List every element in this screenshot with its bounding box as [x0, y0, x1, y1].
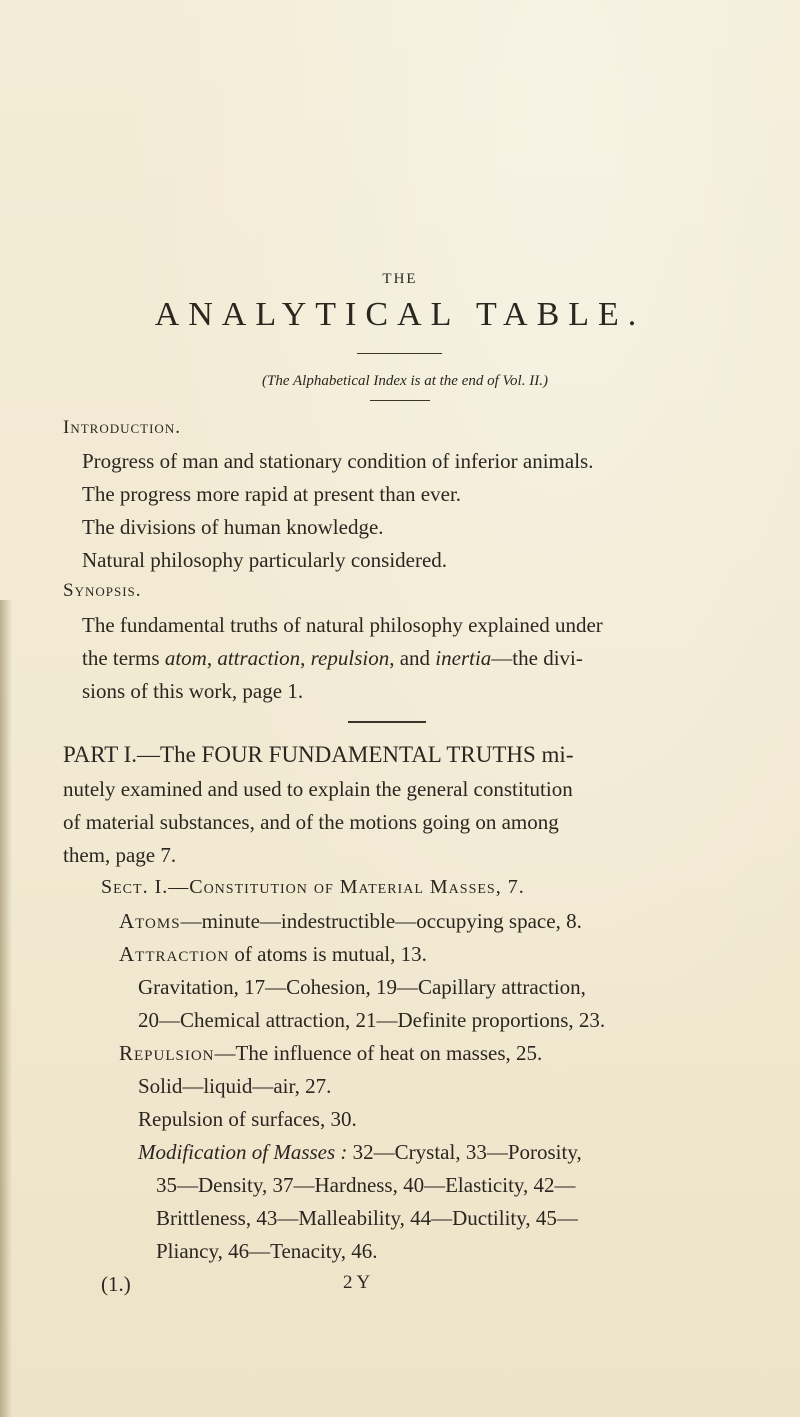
modification-line-2: 35—Density, 37—Hardness, 40—Elasticity, 42— — [156, 1173, 576, 1197]
separator: , and — [389, 646, 436, 670]
atoms-word: Atoms — [119, 909, 181, 933]
gravitation-line-2: 20—Chemical attraction, 21—Definite proportions, 23. — [138, 1008, 606, 1032]
intro-line-2: The progress more rapid at present than ever. — [82, 482, 462, 506]
synopsis-heading: Synopsis. — [63, 580, 142, 601]
header-the: THE — [382, 271, 418, 287]
separator: , — [300, 646, 311, 670]
modification-line-3: Brittleness, 43—Malleability, 44—Ductility, 45— — [156, 1206, 578, 1230]
atoms-line — [119, 909, 582, 934]
states-line: Solid—liquid—air, 27. — [138, 1074, 332, 1098]
part-1-line-1: PART I.—The FOUR FUNDAMENTAL TRUTHS mi- — [63, 742, 574, 767]
modification-text: 32—Crystal, 33—Porosity, — [347, 1140, 582, 1164]
index-note: (The Alphabetical Index is at the end of Vol. II.) — [262, 373, 548, 389]
signature-mark: 2 Y — [343, 1272, 371, 1293]
gravitation-line-1: Gravitation, 17—Cohesion, 19—Capillary attraction, — [138, 975, 586, 999]
term-repulsion: repulsion — [310, 646, 390, 670]
intro-line-3: The divisions of human knowledge. — [82, 515, 384, 539]
sheet-number: (1.) — [101, 1272, 131, 1296]
attraction-line — [119, 942, 427, 967]
synopsis-line-3: sions of this work, page 1. — [82, 679, 304, 703]
part-1-line-2: nutely examined and used to explain the general constitution — [63, 777, 573, 801]
intro-line-1: Progress of man and stationary condition of inferior animals. — [82, 449, 594, 473]
modification-line-1 — [138, 1140, 582, 1165]
section-divider — [348, 721, 426, 723]
part-1-line-3: of material substances, and of the motions going on among — [63, 810, 559, 834]
synopsis-text: —the divi- — [491, 646, 583, 670]
binding-shadow — [0, 600, 12, 1417]
repulsion-text: —The influence of heat on masses, 25. — [214, 1041, 543, 1065]
modification-heading: Modification of Masses : — [138, 1140, 348, 1164]
separator: , — [206, 646, 218, 670]
term-inertia: inertia — [435, 646, 492, 670]
modification-line-4: Pliancy, 46—Tenacity, 46. — [156, 1239, 378, 1263]
part-1-line-4: them, page 7. — [63, 843, 177, 867]
term-atom: atom — [164, 646, 207, 670]
repulsion-line — [119, 1041, 542, 1066]
intro-line-4: Natural philosophy particularly considered. — [82, 548, 448, 572]
attraction-word: Attraction — [119, 942, 230, 966]
surfaces-line: Repulsion of surfaces, 30. — [138, 1107, 357, 1131]
synopsis-line-1: The fundamental truths of natural philosophy explained under — [82, 613, 603, 637]
introduction-heading: Introduction. — [63, 417, 181, 438]
page-title: ANALYTICAL TABLE. — [154, 296, 646, 333]
top-divider — [357, 353, 442, 354]
sect-1-heading: Sect. I.—Constitution of Material Masses, 7. — [101, 876, 525, 898]
term-attraction: attraction — [217, 646, 301, 670]
attraction-text: of atoms is mutual, 13. — [229, 942, 427, 966]
atoms-text: —minute—indestructible—occupying space, 8. — [180, 909, 582, 933]
repulsion-word: Repulsion — [119, 1041, 215, 1065]
synopsis-text: the terms — [82, 646, 165, 670]
second-divider — [370, 400, 430, 401]
synopsis-line-2 — [82, 646, 583, 671]
